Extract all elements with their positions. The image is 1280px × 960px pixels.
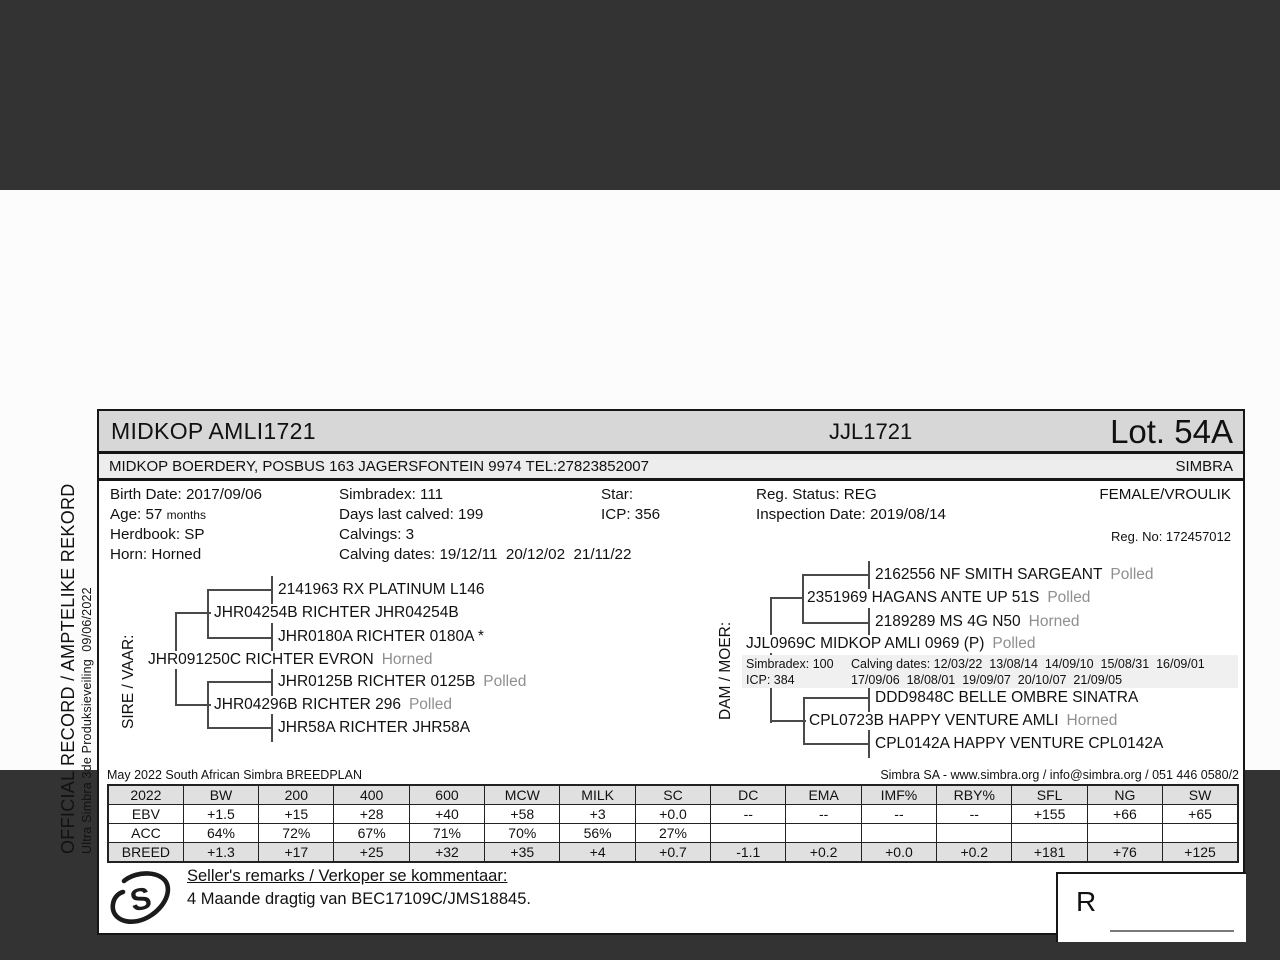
- table-header-cell: BW: [183, 785, 258, 805]
- sire-label: SIRE / VAAR:: [120, 634, 137, 729]
- pedigree-connector: [770, 597, 806, 599]
- dam-simbradex: Simbradex: 100: [746, 657, 834, 671]
- dam-grandsire1: 2162556 NF SMITH SARGEANT Polled: [872, 566, 1157, 584]
- dam-dam: CPL0723B HAPPY VENTURE AMLI Horned: [806, 712, 1120, 730]
- table-cell: 72%: [259, 824, 334, 843]
- herdbook: Herdbook: SP: [110, 526, 205, 543]
- table-cell: +58: [485, 805, 560, 824]
- pedigree-connector: [868, 730, 870, 758]
- pedigree-connector: [175, 704, 215, 706]
- dam-granddam2: CPL0142A HAPPY VENTURE CPL0142A: [872, 735, 1174, 753]
- table-cell: 56%: [560, 824, 635, 843]
- row-label-cell: ACC: [108, 824, 183, 843]
- table-header-cell: 2022: [108, 785, 183, 805]
- dam-stats-box: [742, 655, 1238, 688]
- age: Age: 57 months: [110, 506, 206, 523]
- table-cell: [1163, 824, 1238, 843]
- table-cell: 27%: [635, 824, 710, 843]
- pedigree-connector: [868, 608, 870, 636]
- simbradex: Simbradex: 111: [339, 486, 444, 503]
- table-cell: --: [711, 805, 786, 824]
- table-cell: --: [937, 805, 1012, 824]
- table-cell: [937, 824, 1012, 843]
- table-cell: [1087, 824, 1162, 843]
- pedigree-connector: [803, 697, 870, 699]
- lot-number: Lot. 54A: [1110, 413, 1233, 450]
- pedigree-connector: [207, 637, 273, 639]
- table-cell: +1.3: [183, 843, 258, 863]
- table-cell: 64%: [183, 824, 258, 843]
- reg-no: Reg. No: 172457012: [1111, 529, 1231, 544]
- table-cell: +3: [560, 805, 635, 824]
- breedplan-caption-row: [107, 768, 1239, 782]
- row-label-cell: EBV: [108, 805, 183, 824]
- pedigree-connector: [207, 727, 273, 729]
- table-cell: +40: [409, 805, 484, 824]
- dam-calving-dates-2: 17/09/06 18/08/01 19/09/07 20/10/07 21/09/05: [851, 673, 1123, 687]
- table-cell: --: [786, 805, 861, 824]
- table-cell: +25: [334, 843, 409, 863]
- table-cell: +65: [1163, 805, 1238, 824]
- pedigree-connector: [207, 681, 273, 683]
- table-cell: 71%: [409, 824, 484, 843]
- side-vertical-text: [58, 482, 94, 854]
- card-header: [97, 409, 1245, 453]
- table-cell: +0.0: [861, 843, 936, 863]
- table-header-cell: 200: [259, 785, 334, 805]
- official-record-label: OFFICIAL RECORD / AMPTELIKE REKORD: [58, 483, 78, 854]
- table-header-cell: NG: [1087, 785, 1162, 805]
- table-header-cell: 600: [409, 785, 484, 805]
- sire-granddam1: JHR0180A RICHTER 0180A *: [275, 628, 495, 646]
- catalog-page: [0, 190, 1280, 919]
- icp: ICP: 356: [601, 506, 661, 523]
- table-cell: +0.7: [635, 843, 710, 863]
- simbra-contact: Simbra SA - www.simbra.org / info@simbra.org / 051 446 0580/2: [880, 768, 1239, 782]
- dam-label: DAM / MOER:: [717, 621, 734, 720]
- price-blank-line[interactable]: [1110, 930, 1234, 932]
- calving-dates: Calving dates: 19/12/11 20/12/02 21/11/22: [339, 546, 632, 563]
- pedigree-connector: [802, 622, 870, 624]
- breeder-address: MIDKOP BOERDERY, POSBUS 163 JAGERSFONTEIN 9974 TEL:27823852007: [109, 457, 649, 475]
- table-header-cell: EMA: [786, 785, 861, 805]
- dam-icp: ICP: 384: [746, 673, 795, 687]
- breedplan-table: [107, 784, 1239, 863]
- sire-name: JHR091250C RICHTER EVRON Horned: [145, 651, 436, 669]
- calvings: Calvings: 3: [339, 526, 415, 543]
- pedigree-connector: [207, 681, 209, 729]
- inspection-date: Inspection Date: 2019/08/14: [756, 506, 946, 523]
- table-cell: +1.5: [183, 805, 258, 824]
- table-cell: +0.2: [786, 843, 861, 863]
- birth-date: Birth Date: 2017/09/06: [110, 486, 262, 503]
- table-cell: 70%: [485, 824, 560, 843]
- table-cell: +35: [485, 843, 560, 863]
- price-box: [1056, 872, 1246, 942]
- pedigree-connector: [271, 576, 273, 604]
- sire-grandsire2: JHR0125B RICHTER 0125B Polled: [275, 673, 529, 691]
- sire-grandsire1: 2141963 RX PLATINUM L146: [275, 581, 496, 599]
- pedigree-connector: [802, 574, 870, 576]
- table-header-cell: SW: [1163, 785, 1238, 805]
- table-header-cell: RBY%: [937, 785, 1012, 805]
- table-row: [108, 843, 1238, 863]
- table-cell: [861, 824, 936, 843]
- table-row: [108, 805, 1238, 824]
- seller-remarks-text: 4 Maande dragtig van BEC17109C/JMS18845.: [187, 890, 531, 908]
- animal-id: JJL1721: [829, 419, 913, 444]
- pedigree-connector: [868, 684, 870, 712]
- pedigree-connector: [803, 697, 805, 745]
- table-cell: +125: [1163, 843, 1238, 863]
- table-cell: +4: [560, 843, 635, 863]
- horn-status: Horn: Horned: [110, 546, 202, 563]
- seller-remarks-heading: Seller's remarks / Verkoper se kommentaar:: [187, 867, 508, 885]
- logo-letter: S: [126, 879, 155, 919]
- dam-grandsire2: DDD9848C BELLE OMBRE SINATRA: [872, 689, 1149, 707]
- currency-symbol: R: [1076, 886, 1097, 917]
- sex-label: FEMALE/VROULIK: [1099, 486, 1231, 503]
- table-cell: +28: [334, 805, 409, 824]
- table-header-row: [108, 785, 1238, 805]
- simbra-s-logo-icon: [109, 870, 173, 933]
- pedigree-connector: [207, 589, 209, 639]
- sale-event-label: Ultra Simbra 3de Produksieveiling 09/06/2022: [80, 587, 94, 854]
- record-body: [97, 479, 1245, 935]
- sire-sire: JHR04254B RICHTER JHR04254B: [211, 604, 470, 622]
- star: Star:: [601, 486, 634, 503]
- table-cell: +0.2: [937, 843, 1012, 863]
- days-last-calved: Days last calved: 199: [339, 506, 484, 523]
- table-cell: [1012, 824, 1087, 843]
- table-cell: [711, 824, 786, 843]
- table-cell: [786, 824, 861, 843]
- dam-calving-dates-1: Calving dates: 12/03/22 13/08/14 14/09/10 15/08/31 16/09/01: [851, 657, 1205, 671]
- table-header-cell: MCW: [485, 785, 560, 805]
- reg-status: Reg. Status: REG: [756, 486, 877, 503]
- breeder-address-bar: [97, 452, 1245, 480]
- breedplan-caption: May 2022 South African Simbra BREEDPLAN: [107, 768, 362, 782]
- sire-dam: JHR04296B RICHTER 296 Polled: [211, 696, 455, 714]
- table-cell: +0.0: [635, 805, 710, 824]
- table-cell: 67%: [334, 824, 409, 843]
- table-row: [108, 824, 1238, 843]
- sire-granddam2: JHR58A RICHTER JHR58A: [275, 719, 481, 737]
- pedigree-connector: [271, 714, 273, 742]
- pedigree-connector: [207, 589, 273, 591]
- table-cell: +32: [409, 843, 484, 863]
- row-label-cell: BREED: [108, 843, 183, 863]
- pedigree-connector: [271, 668, 273, 696]
- table-cell: +181: [1012, 843, 1087, 863]
- table-header-cell: MILK: [560, 785, 635, 805]
- breed-name: SIMBRA: [1175, 457, 1233, 475]
- table-header-cell: 400: [334, 785, 409, 805]
- dam-name: JJL0969C MIDKOP AMLI 0969 (P) Polled: [743, 635, 1038, 653]
- pedigree-connector: [868, 561, 870, 589]
- table-cell: +66: [1087, 805, 1162, 824]
- table-cell: +17: [259, 843, 334, 863]
- dam-granddam1: 2189289 MS 4G N50 Horned: [872, 613, 1082, 631]
- table-cell: +155: [1012, 805, 1087, 824]
- pedigree-connector: [803, 743, 870, 745]
- table-cell: -1.1: [711, 843, 786, 863]
- table-cell: +76: [1087, 843, 1162, 863]
- table-header-cell: IMF%: [861, 785, 936, 805]
- dam-sire: 2351969 HAGANS ANTE UP 51S Polled: [804, 589, 1093, 607]
- animal-name-title: MIDKOP AMLI1721: [111, 418, 316, 444]
- table-cell: --: [861, 805, 936, 824]
- table-header-cell: SC: [635, 785, 710, 805]
- table-cell: +15: [259, 805, 334, 824]
- pedigree-connector: [175, 612, 215, 614]
- table-header-cell: DC: [711, 785, 786, 805]
- table-header-cell: SFL: [1012, 785, 1087, 805]
- pedigree-connector: [271, 623, 273, 651]
